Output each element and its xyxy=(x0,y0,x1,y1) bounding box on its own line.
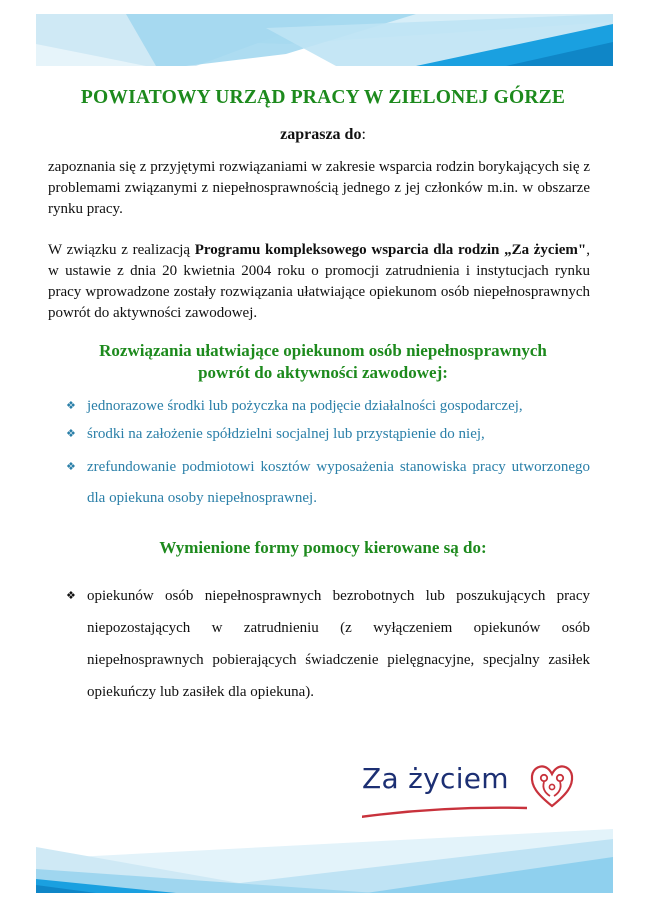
solutions-heading-line1: Rozwiązania ułatwiające opiekunom osób niepełnosprawnych xyxy=(99,341,547,360)
family-heart-icon xyxy=(529,760,575,810)
diamond-bullet-icon: ❖ xyxy=(66,400,76,412)
diamond-bullet-icon: ❖ xyxy=(66,461,76,473)
context-part1: W związku z realizacją xyxy=(48,242,195,258)
logo-text: Za życiem xyxy=(362,762,509,795)
diamond-bullet-icon: ❖ xyxy=(66,428,76,440)
diamond-bullet-icon: ❖ xyxy=(66,590,76,602)
bottom-decorative-banner xyxy=(36,829,613,893)
invite-line xyxy=(0,126,646,144)
list-item xyxy=(66,396,590,417)
invite-text: zaprasza do xyxy=(280,126,362,143)
solutions-list xyxy=(66,396,590,521)
solutions-heading xyxy=(0,340,646,384)
logo-underline xyxy=(362,806,527,818)
context-part2: , w ustawie z dnia 20 kwietnia 2004 roku o promocji zatrudnienia i instytucjach rynku pracy wprowadzone zostały rozwiązania ułatwiające opiekunom osób niepełnosprawnych powrót do aktywności zawodowej. xyxy=(48,242,590,321)
list-item xyxy=(66,580,590,708)
program-name: Programu kompleksowego wsparcia dla rodzin „Za życiem" xyxy=(194,242,587,258)
solutions-heading-line2: powrót do aktywności zawodowej: xyxy=(198,363,448,382)
za-zyciem-logo xyxy=(362,760,577,820)
list-item xyxy=(66,424,590,445)
list-item-text: jednorazowe środki lub pożyczka na podjęcie działalności gospodarczej, xyxy=(87,398,523,414)
list-item-text: zrefundowanie podmiotowi kosztów wyposażenia stanowiska pracy utworzonego dla opiekuna osoby niepełnosprawnej. xyxy=(87,459,590,506)
intro-paragraph: zapoznania się z przyjętymi rozwiązaniami w zakresie wsparcia rodzin borykających się z problemami związanymi z niepełnosprawnością jednego z jej członków m.in. w obszarze rynku pracy. xyxy=(48,159,590,217)
list-item xyxy=(66,452,590,514)
target-heading: Wymienione formy pomocy kierowane są do: xyxy=(159,538,487,557)
context-paragraph xyxy=(48,240,590,324)
target-list xyxy=(66,580,590,708)
top-decorative-banner xyxy=(36,14,613,66)
invite-colon: : xyxy=(361,126,366,143)
page-title: POWIATOWY URZĄD PRACY W ZIELONEJ GÓRZE xyxy=(80,87,566,108)
list-item-text: środki na założenie spółdzielni socjalnej lub przystąpienie do niej, xyxy=(87,426,485,442)
list-item-text: opiekunów osób niepełnosprawnych bezrobotnych lub poszukujących pracy niepozostających w zatrudnieniu (z wyłączeniem opiekunów osób niepełnosprawnych pobierających świadczenie pielęgnacyjne, specjalny zasiłek opiekuńczy lub zasiłek dla opiekuna). xyxy=(87,588,590,700)
